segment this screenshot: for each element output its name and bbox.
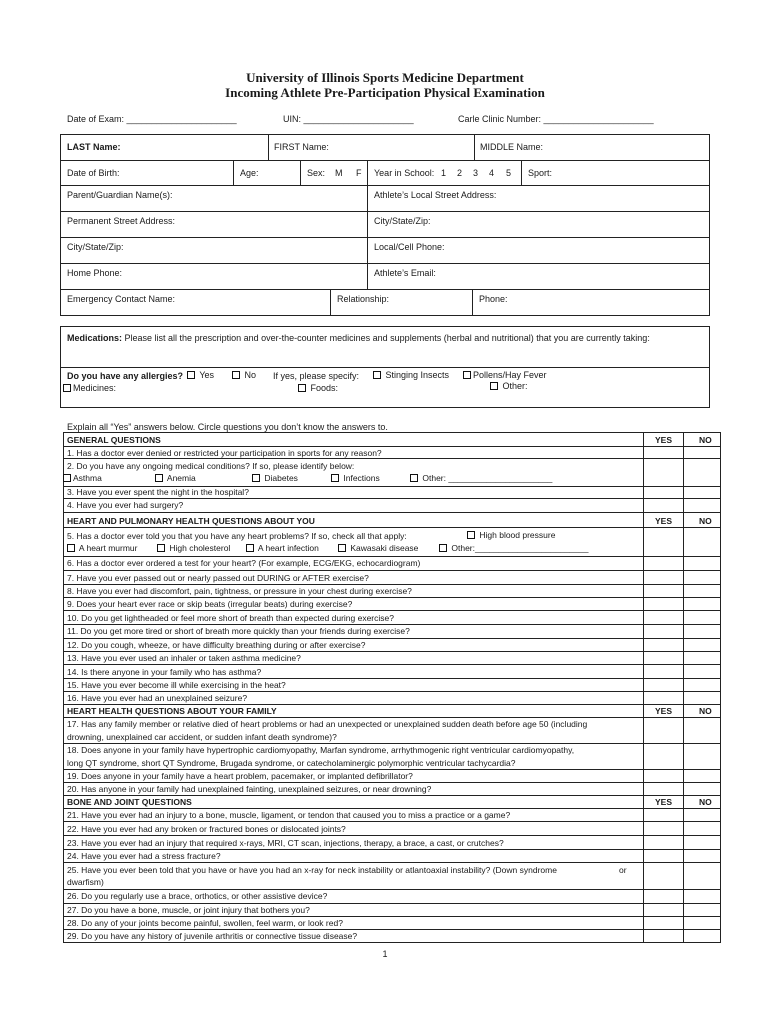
divider: [521, 160, 522, 185]
divider: [63, 903, 721, 904]
sport-field[interactable]: Sport:: [528, 168, 553, 178]
allergies-no-option[interactable]: [232, 370, 256, 380]
checkbox-icon[interactable]: [439, 544, 447, 552]
instructions-text: Explain all “Yes” answers below. Circle questions you don’t know the answers to.: [67, 422, 388, 432]
checkbox-icon[interactable]: [298, 384, 306, 392]
question-1: 1. Has a doctor ever denied or restricted your participation in sports for any reason?: [67, 448, 382, 458]
column-no-header: NO: [699, 516, 712, 526]
question-4: 4. Have you ever had surgery?: [67, 500, 184, 510]
allergies-yes-label: Yes: [199, 370, 215, 380]
pollens-label: Pollens/Hay Fever: [473, 370, 547, 380]
medications-text: Please list all the prescription and over-the-counter medicines and supplements (herbal and nutritional) that you are currently taking:: [124, 333, 650, 343]
year-option-1[interactable]: 1: [441, 168, 447, 178]
divider: [63, 849, 721, 850]
divider: [63, 458, 721, 459]
checkbox-icon[interactable]: [246, 544, 254, 552]
divider: [63, 795, 721, 796]
divider: [63, 889, 721, 890]
carle-clinic-number-field[interactable]: Carle Clinic Number: ______________________: [458, 114, 654, 124]
allergy-pollens-option[interactable]: [463, 370, 547, 380]
year-option-4[interactable]: 4: [489, 168, 495, 178]
parent-guardian-field[interactable]: Parent/Guardian Name(s):: [67, 190, 173, 200]
divider: [367, 160, 368, 289]
question-22: 22. Have you ever had any broken or fractured bones or dislocated joints?: [67, 824, 346, 834]
heart-condition-label: A heart infection: [257, 543, 319, 553]
divider: [60, 263, 710, 264]
divider: [63, 862, 721, 863]
divider: [233, 160, 234, 185]
local-city-state-zip-field[interactable]: City/State/Zip:: [374, 216, 431, 226]
checkbox-icon[interactable]: [63, 384, 71, 392]
checkbox-icon[interactable]: [155, 474, 163, 482]
column-yes-header: YES: [655, 435, 673, 445]
checkbox-icon[interactable]: [187, 371, 195, 379]
question-20: 20. Has anyone in your family had unexplained fainting, unexplained seizures, or near drowning?: [67, 784, 432, 794]
heart-other-option[interactable]: [439, 543, 588, 553]
allergy-foods-option[interactable]: [298, 383, 338, 393]
divider: [268, 134, 269, 160]
emergency-phone-field[interactable]: Phone:: [479, 294, 508, 304]
form-title-line2: Incoming Athlete Pre-Participation Physical Examination: [225, 85, 545, 100]
other-label: Other:: [502, 381, 528, 391]
divider: [60, 367, 710, 368]
condition-label: Asthma: [73, 473, 102, 483]
divider: [63, 597, 721, 598]
year-in-school-label: Year in School:: [374, 168, 435, 178]
question-11: 11. Do you get more tired or short of breath more quickly than your friends during exercise?: [67, 626, 410, 636]
question-25-or: or: [619, 865, 627, 875]
sex-f-option[interactable]: F: [356, 168, 362, 178]
divider: [63, 782, 721, 783]
checkbox-icon[interactable]: [331, 474, 339, 482]
question-28: 28. Do any of your joints become painful, swollen, feel warm, or look red?: [67, 918, 343, 928]
question-3: 3. Have you ever spent the night in the hospital?: [67, 487, 249, 497]
heart-murmur-option[interactable]: [67, 543, 137, 553]
divider: [60, 185, 710, 186]
divider: [63, 527, 721, 528]
question-27: 27. Do you have a bone, muscle, or joint injury that bothers you?: [67, 905, 310, 915]
divider: [63, 498, 721, 499]
checkbox-icon[interactable]: [232, 371, 240, 379]
question-17-line2: drowning, unexplained car accident, or sudden infant death syndrome)?: [67, 732, 337, 742]
divider: [63, 678, 721, 679]
condition-asthma-option[interactable]: [63, 473, 102, 483]
age-field[interactable]: Age:: [240, 168, 259, 178]
home-phone-field[interactable]: Home Phone:: [67, 268, 123, 278]
divider: [63, 610, 721, 611]
allergies-question: Do you have any allergies?: [67, 371, 184, 381]
question-29: 29. Do you have any history of juvenile arthritis or connective tissue disease?: [67, 931, 358, 941]
question-17-line1: 17. Has any family member or relative died of heart problems or had an unexpected or unexplained sudden death before age 50 (including: [67, 719, 588, 729]
allergies-specify-label: If yes, please specify:: [273, 371, 360, 381]
divider: [63, 556, 721, 557]
stinging-insects-label: Stinging Insects: [385, 370, 450, 380]
checkbox-icon[interactable]: [338, 544, 346, 552]
allergies-yes-option[interactable]: [187, 370, 214, 380]
question-9: 9. Does your heart ever race or skip beats (irregular beats) during exercise?: [67, 599, 353, 609]
divider: [63, 584, 721, 585]
divider: [63, 638, 721, 639]
first-name-field[interactable]: FIRST Name:: [274, 142, 329, 152]
uin-field[interactable]: UIN: ______________________: [283, 114, 414, 124]
question-18-line1: 18. Does anyone in your family have hypertrophic cardiomyopathy, Marfan syndrome, arrhythmogenic right ventricular cardiomyopathy,: [67, 745, 575, 755]
divider: [63, 624, 721, 625]
permanent-city-state-zip-field[interactable]: City/State/Zip:: [67, 242, 124, 252]
checkbox-icon[interactable]: [410, 474, 418, 482]
medications-label: Medications:: [67, 333, 123, 343]
section-general-questions: GENERAL QUESTIONS: [67, 435, 161, 445]
divider: [60, 160, 710, 161]
last-name-field[interactable]: LAST Name:: [67, 142, 121, 152]
date-of-birth-field[interactable]: Date of Birth:: [67, 168, 120, 178]
column-no-header: NO: [699, 706, 712, 716]
question-2: 2. Do you have any ongoing medical conditions? If so, please identify below:: [67, 461, 355, 471]
divider: [63, 704, 721, 705]
divider: [63, 651, 721, 652]
relationship-field[interactable]: Relationship:: [337, 294, 390, 304]
section-bone-joint: BONE AND JOINT QUESTIONS: [67, 797, 192, 807]
checkbox-icon[interactable]: [490, 382, 498, 390]
question-18-line2: long QT syndrome, short QT Syndrome, Brugada syndrome, or catecholaminergic polymorphic ventricular tachycardia?: [67, 758, 516, 768]
checkbox-icon[interactable]: [252, 474, 260, 482]
divider: [63, 570, 721, 571]
condition-label: Diabetes: [264, 473, 298, 483]
divider: [643, 432, 644, 943]
condition-diabetes-option[interactable]: [252, 473, 298, 483]
heart-infection-option[interactable]: [246, 543, 319, 553]
athlete-email-field[interactable]: Athlete’s Email:: [374, 268, 436, 278]
heart-condition-label: Other:________________________: [451, 543, 589, 553]
condition-other-option[interactable]: [410, 473, 552, 483]
divider: [60, 237, 710, 238]
question-25-line1: 25. Have you ever been told that you have or have you had an x-ray for neck instability or atlantoaxial instability? (Down syndrome: [67, 865, 557, 875]
column-no-header: NO: [699, 435, 712, 445]
question-24: 24. Have you ever had a stress fracture?: [67, 851, 221, 861]
emergency-contact-field[interactable]: Emergency Contact Name:: [67, 294, 176, 304]
question-8: 8. Have you ever had discomfort, pain, tightness, or pressure in your chest during exercise?: [67, 586, 412, 596]
condition-label: Other: ______________________: [422, 473, 553, 483]
heart-condition-label: High cholesterol: [169, 543, 231, 553]
column-yes-header: YES: [655, 797, 673, 807]
checkbox-icon[interactable]: [157, 544, 165, 552]
question-12: 12. Do you cough, wheeze, or have difficulty breathing during or after exercise?: [67, 640, 366, 650]
section-family-heart-health: HEART HEALTH QUESTIONS ABOUT YOUR FAMILY: [67, 706, 277, 716]
condition-anemia-option[interactable]: [155, 473, 196, 483]
middle-name-field[interactable]: MIDDLE Name:: [480, 142, 544, 152]
checkbox-icon[interactable]: [467, 531, 475, 539]
allergy-other-option[interactable]: [490, 381, 528, 391]
divider: [63, 664, 721, 665]
year-option-5[interactable]: 5: [506, 168, 512, 178]
local-street-address-field[interactable]: Athlete’s Local Street Address:: [374, 190, 497, 200]
allergy-medicines-option[interactable]: [63, 383, 116, 393]
question-13: 13. Have you ever used an inhaler or taken asthma medicine?: [67, 653, 301, 663]
checkbox-icon[interactable]: [373, 371, 381, 379]
allergies-no-label: No: [244, 370, 257, 380]
question-10: 10. Do you get lightheaded or feel more short of breath than expected during exercise?: [67, 613, 394, 623]
question-6: 6. Has a doctor ever ordered a test for your heart? (For example, ECG/EKG, echocardiogram): [67, 558, 421, 568]
divider: [63, 446, 721, 447]
divider: [60, 211, 710, 212]
heart-high-blood-pressure-option[interactable]: [467, 530, 555, 540]
foods-label: Foods:: [310, 383, 339, 393]
checkbox-icon[interactable]: [463, 371, 471, 379]
question-5: 5. Has a doctor ever told you that you have any heart problems? If so, check all that apply:: [67, 531, 407, 541]
medications-field[interactable]: [67, 333, 650, 343]
question-25-line2: dwarfism): [67, 877, 104, 887]
heart-condition-label: High blood pressure: [479, 530, 556, 540]
divider: [63, 769, 721, 770]
question-26: 26. Do you regularly use a brace, orthotics, or other assistive device?: [67, 891, 328, 901]
form-title-line1: University of Illinois Sports Medicine Department: [246, 70, 524, 85]
question-23: 23. Have you ever had an injury that required x-rays, MRI, CT scan, injections, therapy, a brace, a cast, or crutches?: [67, 838, 504, 848]
date-of-exam-field[interactable]: Date of Exam: ______________________: [67, 114, 237, 124]
divider: [63, 691, 721, 692]
page-number: 1: [382, 949, 388, 959]
checkbox-icon[interactable]: [67, 544, 75, 552]
question-7: 7. Have you ever passed out or nearly passed out DURING or AFTER exercise?: [67, 573, 369, 583]
sex-label: Sex:: [307, 168, 326, 178]
divider: [63, 916, 721, 917]
column-yes-header: YES: [655, 706, 673, 716]
sex-m-option[interactable]: M: [335, 168, 343, 178]
divider: [300, 160, 301, 185]
divider: [60, 289, 710, 290]
divider: [63, 743, 721, 744]
divider: [63, 835, 721, 836]
year-option-3[interactable]: 3: [473, 168, 479, 178]
local-cell-phone-field[interactable]: Local/Cell Phone:: [374, 242, 445, 252]
divider: [63, 821, 721, 822]
question-14: 14. Is there anyone in your family who has asthma?: [67, 667, 262, 677]
question-15: 15. Have you ever become ill while exercising in the heat?: [67, 680, 286, 690]
divider: [472, 289, 473, 316]
heart-high-cholesterol-option[interactable]: [157, 543, 230, 553]
divider: [63, 808, 721, 809]
heart-condition-label: A heart murmur: [78, 543, 138, 553]
divider: [63, 512, 721, 513]
year-option-2[interactable]: 2: [457, 168, 463, 178]
allergy-stinging-insects-option[interactable]: [373, 370, 449, 380]
column-no-header: NO: [699, 797, 712, 807]
divider: [683, 432, 684, 943]
column-yes-header: YES: [655, 516, 673, 526]
condition-infections-option[interactable]: [331, 473, 380, 483]
divider: [474, 134, 475, 160]
question-19: 19. Does anyone in your family have a heart problem, pacemaker, or implanted defibrillator?: [67, 771, 413, 781]
heart-kawasaki-option[interactable]: [338, 543, 418, 553]
question-16: 16. Have you ever had an unexplained seizure?: [67, 693, 248, 703]
heart-condition-label: Kawasaki disease: [350, 543, 419, 553]
medicines-label: Medicines:: [73, 383, 117, 393]
permanent-street-address-field[interactable]: Permanent Street Address:: [67, 216, 176, 226]
section-heart-pulmonary: HEART AND PULMONARY HEALTH QUESTIONS ABOUT YOU: [67, 516, 315, 526]
question-21: 21. Have you ever had an injury to a bone, muscle, ligament, or tendon that caused you to miss a practice or a game?: [67, 810, 511, 820]
divider: [63, 717, 721, 718]
divider: [330, 289, 331, 316]
checkbox-icon[interactable]: [63, 474, 71, 482]
divider: [63, 929, 721, 930]
condition-label: Anemia: [166, 473, 196, 483]
condition-label: Infections: [343, 473, 380, 483]
